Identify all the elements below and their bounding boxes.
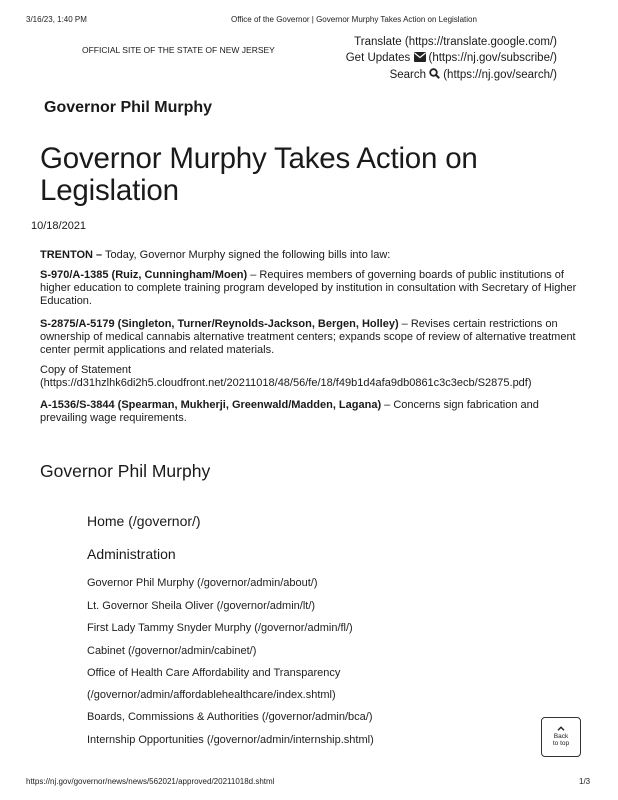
search-icon (429, 68, 440, 79)
statement-label: Copy of Statement (40, 364, 132, 376)
print-doc-title: Office of the Governor | Governor Murphy Takes Action on Legislation (231, 15, 477, 24)
print-datetime: 3/16/23, 1:40 PM (26, 15, 87, 24)
bill-description: – Revises certain restrictions on ownership of medical cannabis alternative treatment centers; expands scope of review of alternative treatment center permit applications and related materials. (40, 318, 576, 356)
back-to-top-button[interactable] (541, 717, 581, 757)
intro-lead: TRENTON – (40, 249, 103, 261)
bill-id: S-2875/A-5179 (Singleton, Turner/Reynolds-Jackson, Bergen, Holley) (40, 318, 399, 330)
bill-description: – Requires members of governing boards of public institutions of higher education to complete training program developed by institution in consultation with Secretary of Higher Education. (40, 269, 577, 307)
bill-paragraph (40, 318, 580, 357)
back-to-top-line2: to top (552, 740, 570, 747)
get-updates-url: (https://nj.gov/subscribe/) (428, 52, 557, 64)
nav-item-cabinet[interactable]: Cabinet (/governor/admin/cabinet/) (87, 645, 257, 657)
bill-id: A-1536/S-3844 (Spearman, Mukherji, Greenwald/Madden, Lagana) (40, 399, 382, 411)
nav-item-lt-governor[interactable]: Lt. Governor Sheila Oliver (/governor/admin/lt/) (87, 600, 316, 612)
search-url: (https://nj.gov/search/) (443, 69, 557, 81)
search-label: Search (389, 69, 427, 81)
back-to-top-line1: Back (553, 733, 569, 740)
print-footer-url: https://nj.gov/governor/news/news/562021/approved/20211018d.shtml (26, 777, 275, 786)
nav-administration-heading: Administration (87, 546, 176, 562)
article-date: 10/18/2021 (31, 220, 87, 232)
print-page-number: 1/3 (579, 777, 591, 786)
footer-governor-heading: Governor Phil Murphy (40, 461, 211, 481)
intro-text: Today, Governor Murphy signed the following bills into law: (102, 249, 391, 261)
governor-site-name[interactable]: Governor Phil Murphy (44, 99, 213, 116)
nav-item-governor[interactable]: Governor Phil Murphy (/governor/admin/about/) (87, 577, 318, 589)
intro-paragraph (40, 249, 580, 262)
get-updates-label: Get Updates (345, 52, 411, 64)
bill-description: – Concerns sign fabrication and prevailing wage requirements. (40, 399, 539, 424)
nav-item-health-care[interactable]: Office of Health Care Affordability and Transparency (87, 667, 341, 679)
nav-item-health-care-url[interactable]: (/governor/admin/affordablehealthcare/index.shtml) (87, 689, 336, 701)
get-updates-link[interactable] (346, 52, 557, 64)
nav-item-internship[interactable]: Internship Opportunities (/governor/admin/internship.shtml) (87, 734, 374, 746)
translate-link[interactable]: Translate (https://translate.google.com/) (354, 36, 557, 48)
chevron-up-icon (557, 726, 565, 731)
statement-block[interactable] (40, 364, 580, 390)
article-title: Governor Murphy Takes Action on Legislation (40, 142, 478, 207)
nav-item-boards[interactable]: Boards, Commissions & Authorities (/governor/admin/bca/) (87, 711, 373, 723)
search-link[interactable] (390, 68, 557, 81)
bill-paragraph (40, 399, 580, 425)
nav-home-link[interactable]: Home (/governor/) (87, 513, 201, 529)
bill-paragraph (40, 269, 580, 308)
bill-id: S-970/A-1385 (Ruiz, Cunningham/Moen) (40, 269, 248, 281)
envelope-icon (414, 52, 426, 62)
statement-url[interactable]: (https://d31hzlhk6di2h5.cloudfront.net/20211018/48/56/fe/18/f49b1d4afa9db0861c3c3ecb/S2875.pdf) (40, 377, 532, 389)
official-site-label: OFFICIAL SITE OF THE STATE OF NEW JERSEY (82, 45, 275, 55)
nav-item-first-lady[interactable]: First Lady Tammy Snyder Murphy (/governor/admin/fl/) (87, 622, 353, 634)
